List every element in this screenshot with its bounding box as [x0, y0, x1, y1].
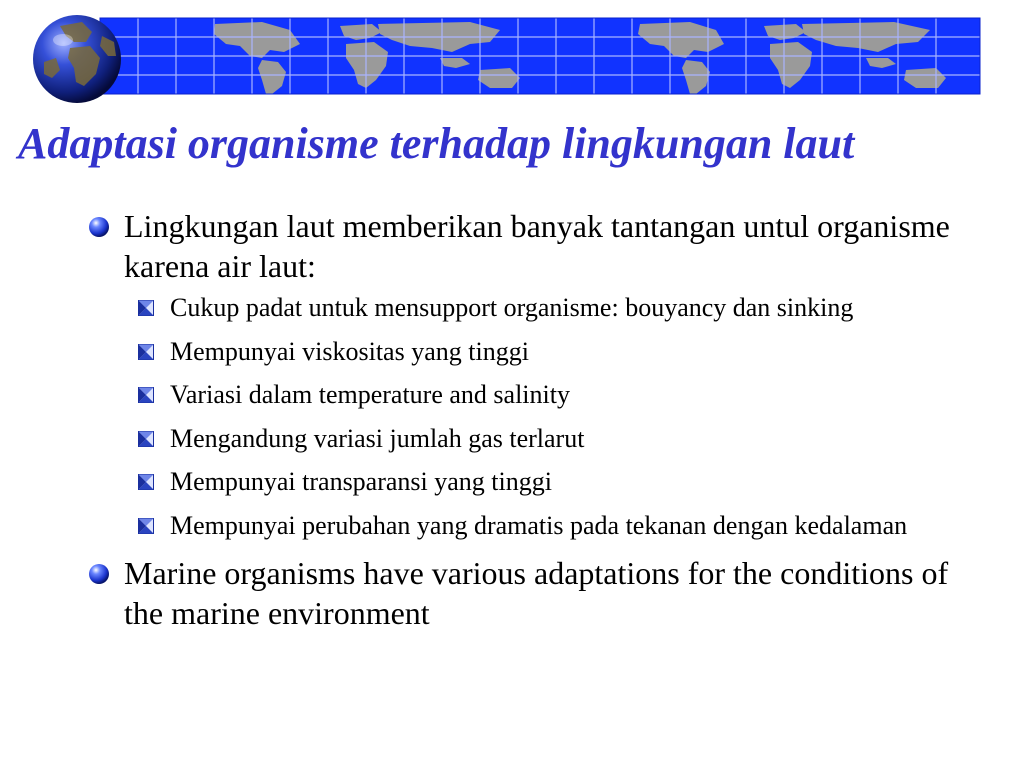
- square-bullet-icon: [138, 387, 154, 403]
- globe-icon: [30, 12, 124, 106]
- sub-bullet-item: [138, 423, 988, 456]
- sub-bullet-text: Mengandung variasi jumlah gas terlarut: [170, 423, 585, 453]
- sub-bullet-item: [138, 466, 988, 499]
- square-bullet-icon: [138, 300, 154, 316]
- square-bullet-icon: [138, 518, 154, 534]
- sub-bullet-text: Mempunyai transparansi yang tinggi: [170, 467, 552, 496]
- sub-bullet-list: [88, 292, 988, 542]
- sub-bullet-text: Variasi dalam temperature and salinity: [170, 380, 570, 409]
- bullet-item: [88, 206, 988, 286]
- bullet-text: Lingkungan laut memberikan banyak tantangan untul organisme karena air laut:: [124, 208, 950, 284]
- sub-bullet-item: [138, 379, 988, 412]
- bullet-text: Marine organisms have various adaptations for the conditions of the marine environment: [124, 555, 949, 631]
- sphere-bullet-icon: [88, 216, 110, 238]
- bullet-list: [88, 206, 988, 633]
- sphere-bullet-icon: [88, 563, 110, 585]
- sub-bullet-text: Cukup padat untuk mensupport organisme: bouyancy dan sinking: [170, 293, 854, 322]
- world-map-banner: [0, 0, 1024, 110]
- square-bullet-icon: [138, 431, 154, 447]
- sub-bullet-item: [138, 292, 988, 325]
- square-bullet-icon: [138, 344, 154, 360]
- square-bullet-icon: [138, 474, 154, 490]
- sub-bullet-text: Mempunyai perubahan yang dramatis pada tekanan dengan kedalaman: [170, 510, 908, 540]
- sub-bullet-item: [138, 510, 988, 543]
- bullet-item: [88, 553, 988, 633]
- slide-title: Adaptasi organisme terhadap lingkungan laut: [18, 119, 855, 168]
- sub-bullet-text: Mempunyai viskositas yang tinggi: [170, 336, 529, 366]
- sub-bullet-item: [138, 336, 988, 369]
